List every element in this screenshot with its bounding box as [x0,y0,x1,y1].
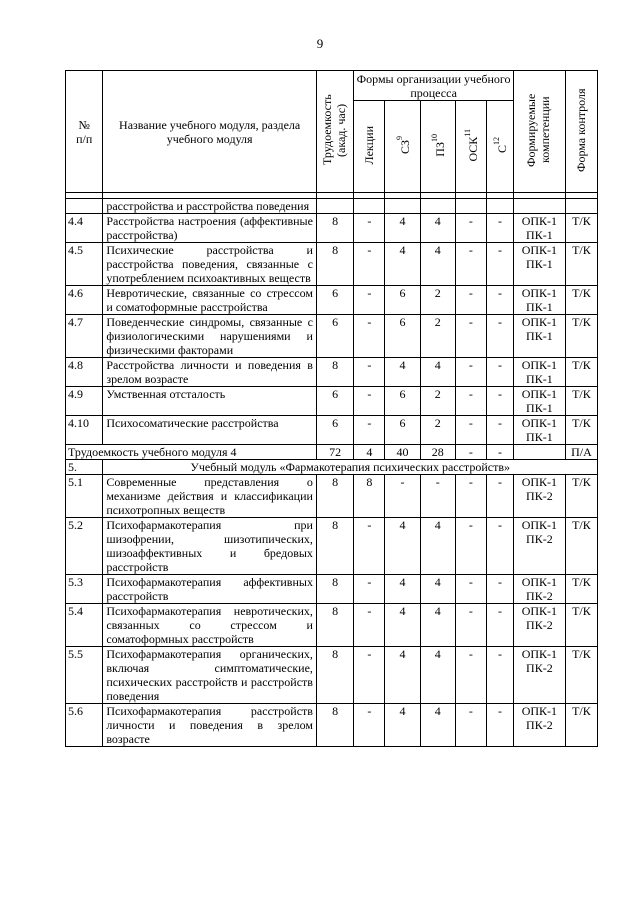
row-competences: ОПК-1 ПК-1 [513,214,565,243]
header-sz: $СЗ^9$ [385,101,420,193]
row-s: - [486,475,513,518]
row-name: Психофармакотерапия органических, включая симптоматические, психических расстройств и расстройств поведения [103,647,317,704]
row-num: 5.5 [66,647,103,704]
row-sz: 4 [385,358,420,387]
row-control: Т/К [565,243,597,286]
row-name: Невротические, связанные со стрессом и соматоформные расстройства [103,286,317,315]
header-num: № п/п [66,71,103,193]
row-num: 5.4 [66,604,103,647]
row-osk: - [455,358,486,387]
total-row [66,445,598,460]
row-lectures: - [354,358,385,387]
row-name: Расстройства настроения (аффективные расстройства) [103,214,317,243]
row-competences: ОПК-1 ПК-1 [513,243,565,286]
row-name: Психофармакотерапия невротических, связанных со стрессом и соматоформных расстройств [103,604,317,647]
row-lectures: - [354,647,385,704]
row-pz: 4 [420,243,455,286]
row-sz: - [385,475,420,518]
row-num: 5.1 [66,475,103,518]
row-lectures: - [354,604,385,647]
row-pz: 2 [420,286,455,315]
row-pz: 4 [420,214,455,243]
row-name: Психофармакотерапия аффективных расстройств [103,575,317,604]
row-s: - [486,604,513,647]
row-competences: ОПК-1 ПК-2 [513,475,565,518]
table-row [66,647,598,704]
row-control: Т/К [565,604,597,647]
row-pz: 4 [420,518,455,575]
row-s: - [486,575,513,604]
row-num: 4.7 [66,315,103,358]
row-lectures: - [354,315,385,358]
row-s: - [486,214,513,243]
row-control: Т/К [565,214,597,243]
row-competences: ОПК-1 ПК-1 [513,286,565,315]
row-competences: ОПК-1 ПК-1 [513,358,565,387]
row-labor: 8 [316,575,353,604]
row-num: 4.8 [66,358,103,387]
row-s: - [486,704,513,747]
total-labor: 72 [316,445,353,460]
row-labor: 6 [316,387,353,416]
row-name: Психофармакотерапия расстройств личности и поведения в зрелом возрасте [103,704,317,747]
row-pz: 4 [420,575,455,604]
row-sz: 6 [385,315,420,358]
row-labor: 6 [316,315,353,358]
row-osk: - [455,286,486,315]
row-s: - [486,416,513,445]
row-s: - [486,518,513,575]
row-s: - [486,286,513,315]
row-lectures: - [354,214,385,243]
row-labor: 8 [316,358,353,387]
table-row [66,214,598,243]
row-control: Т/К [565,575,597,604]
row-num: 4.5 [66,243,103,286]
row-sz: 6 [385,286,420,315]
row-labor: 8 [316,704,353,747]
row-lectures: - [354,575,385,604]
table-row [66,475,598,518]
row-control: Т/К [565,704,597,747]
row-pz: 2 [420,416,455,445]
row-competences: ОПК-1 ПК-2 [513,518,565,575]
row-name: Психосоматические расстройства [103,416,317,445]
row-name: Психические расстройства и расстройства поведения, связанные с употреблением психоактивных веществ [103,243,317,286]
row-competences: ОПК-1 ПК-2 [513,704,565,747]
page-number: 9 [316,36,324,51]
row-osk: - [455,575,486,604]
header-forms-group: Формы организации учебного процесса [354,71,514,101]
row-control: Т/К [565,518,597,575]
row-osk: - [455,416,486,445]
row-labor: 8 [316,214,353,243]
total-control: П/А [565,445,597,460]
row-competences: ОПК-1 ПК-2 [513,647,565,704]
total-s: - [486,445,513,460]
row-num: 4.10 [66,416,103,445]
row-control: Т/К [565,315,597,358]
table-row [66,704,598,747]
table-row [66,518,598,575]
row-num: 5.6 [66,704,103,747]
row-competences: ОПК-1 ПК-2 [513,575,565,604]
row-competences: ОПК-1 ПК-1 [513,315,565,358]
row-labor: 8 [316,518,353,575]
row-control: Т/К [565,358,597,387]
row-s: - [486,358,513,387]
table-row [66,416,598,445]
header-labor: Трудоемкость (акад. час) [316,71,353,193]
row-control: Т/К [565,475,597,518]
row-sz: 4 [385,647,420,704]
row-pz: - [420,475,455,518]
header-control: Форма контроля [565,71,597,193]
row-num: 4.4 [66,214,103,243]
module-title: Учебный модуль «Фармакотерапия психических расстройств» [103,460,598,475]
row-competences: ОПК-1 ПК-1 [513,387,565,416]
total-pz: 28 [420,445,455,460]
row-osk: - [455,387,486,416]
row-name: расстройства и расстройства поведения [103,199,317,214]
table-row [66,358,598,387]
row-name: Современные представления о механизме действия и классификации психотропных веществ [103,475,317,518]
row-competences: ОПК-1 ПК-1 [513,416,565,445]
total-sz: 40 [385,445,420,460]
row-osk: - [455,604,486,647]
row-num: 4.6 [66,286,103,315]
header-s: $С^{12}$ [486,101,513,193]
table-row [66,286,598,315]
row-sz: 6 [385,416,420,445]
row-pz: 2 [420,315,455,358]
row-sz: 4 [385,518,420,575]
row-name: Психофармакотерапия при шизофрении, шизотипических, шизоаффективных и бредовых расстройств [103,518,317,575]
row-sz: 4 [385,575,420,604]
row-sz: 4 [385,704,420,747]
total-competences [513,445,565,460]
row-osk: - [455,214,486,243]
row-pz: 4 [420,704,455,747]
row-osk: - [455,704,486,747]
table-row [66,243,598,286]
table-row [66,315,598,358]
header-osk: ОСК$^{11}$ [455,101,486,193]
row-osk: - [455,243,486,286]
header-lectures: Лекции [354,101,385,193]
row-num: 5.2 [66,518,103,575]
row-osk: - [455,518,486,575]
row-sz: 6 [385,387,420,416]
row-labor: 6 [316,286,353,315]
row-lectures: - [354,518,385,575]
row-control: Т/К [565,647,597,704]
row-osk: - [455,647,486,704]
row-lectures: - [354,387,385,416]
header-pz: ПЗ$^{10}$ [420,101,455,193]
row-labor: 6 [316,416,353,445]
row-control: Т/К [565,387,597,416]
row-control: Т/К [565,286,597,315]
row-num: 4.9 [66,387,103,416]
row-labor: 8 [316,647,353,704]
row-sz: 4 [385,604,420,647]
row-sz: 4 [385,243,420,286]
header-competences: Формируемые компетенции [513,71,565,193]
row-control: Т/К [565,416,597,445]
module-num: 5. [66,460,103,475]
row-lectures: 8 [354,475,385,518]
table-row [66,387,598,416]
row-pz: 4 [420,358,455,387]
row-lectures: - [354,243,385,286]
row-name: Поведенческие синдромы, связанные с физиологическими нарушениями и физическими факторами [103,315,317,358]
table-row [66,575,598,604]
row-s: - [486,647,513,704]
total-lectures: 4 [354,445,385,460]
total-osk: - [455,445,486,460]
row-s: - [486,243,513,286]
row-name: Расстройства личности и поведения в зрелом возрасте [103,358,317,387]
row-lectures: - [354,704,385,747]
table-row-continuation [66,199,598,214]
row-name: Умственная отсталость [103,387,317,416]
total-label: Трудоемкость учебного модуля 4 [66,445,317,460]
row-s: - [486,387,513,416]
row-lectures: - [354,286,385,315]
row-labor: 8 [316,243,353,286]
row-pz: 4 [420,604,455,647]
curriculum-table [65,70,598,747]
header-name: Название учебного модуля, раздела учебного модуля [103,71,317,193]
module-header-row [66,460,598,475]
row-lectures: - [354,416,385,445]
row-competences: ОПК-1 ПК-2 [513,604,565,647]
row-pz: 4 [420,647,455,704]
row-osk: - [455,475,486,518]
row-labor: 8 [316,475,353,518]
row-osk: - [455,315,486,358]
row-num: 5.3 [66,575,103,604]
row-s: - [486,315,513,358]
table-row [66,604,598,647]
row-pz: 2 [420,387,455,416]
row-labor: 8 [316,604,353,647]
row-sz: 4 [385,214,420,243]
